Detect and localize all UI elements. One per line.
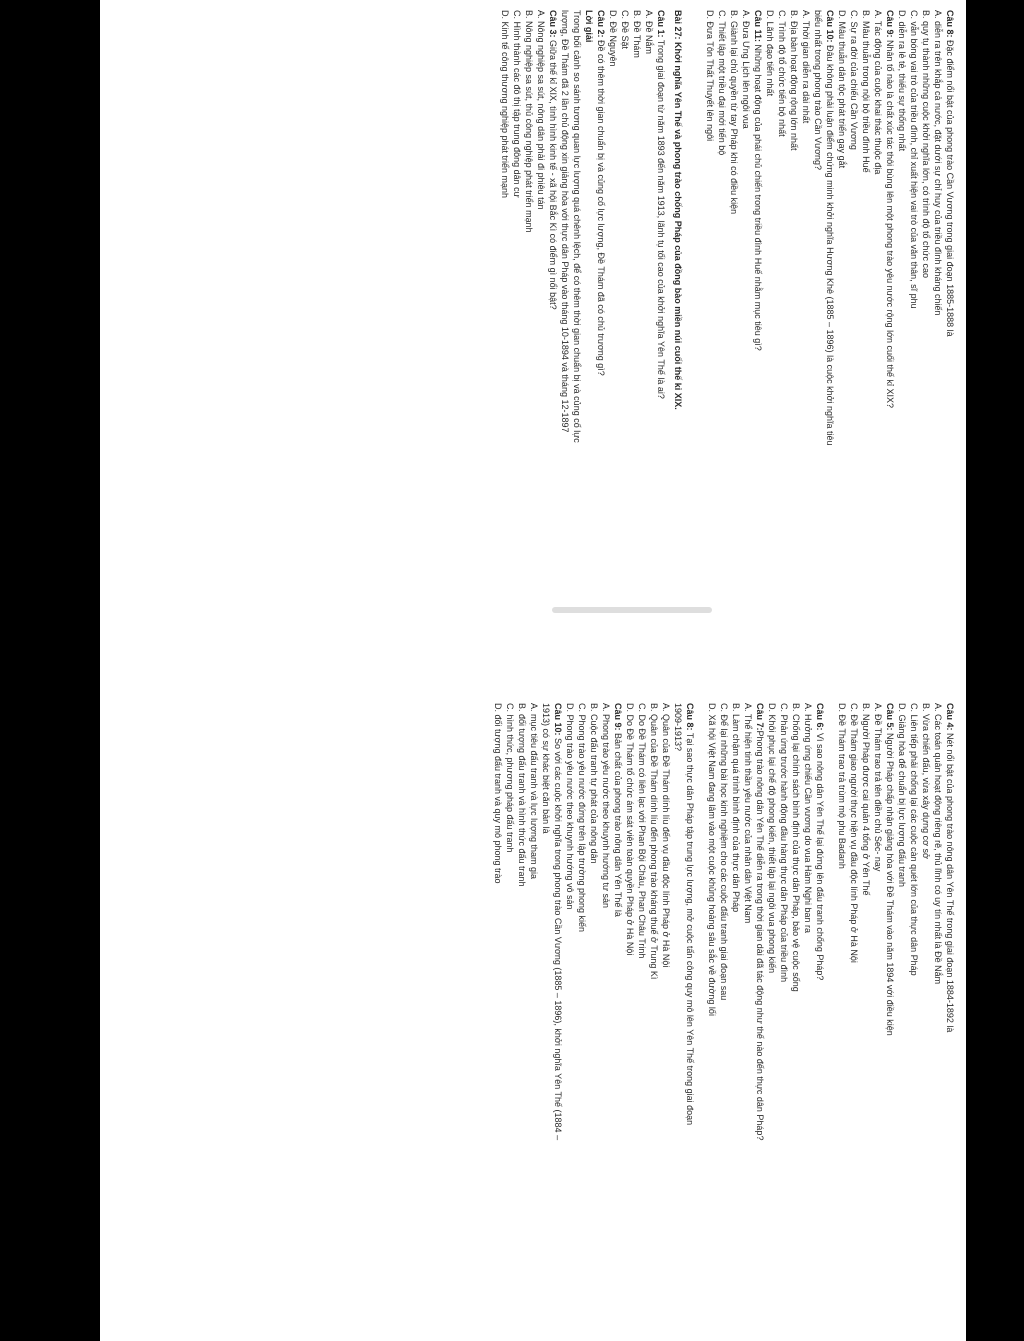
question-label: Câu 10: xyxy=(825,10,835,43)
text-line: B. Nông nghiệp sa sút, thủ công nghiệp phát triển mạnh xyxy=(524,10,534,233)
document-sheet xyxy=(100,0,966,1341)
text-line: C. Phản ứng trước hành động đầu hàng thực dân Pháp của triều đình xyxy=(779,703,789,983)
question-line xyxy=(754,703,766,1141)
text-line: B. quy tụ thành những cuộc khởi nghĩa lớn, có trình độ tổ chức cao xyxy=(921,10,931,279)
question-line xyxy=(884,10,896,409)
question-line xyxy=(752,10,764,351)
question-label: Câu 8: xyxy=(685,703,695,731)
question-label: Câu 5: xyxy=(885,703,895,731)
text-line: A. Tác động của cuộc khai thác thuộc địa xyxy=(873,10,883,175)
question-text: So với các cuộc khởi nghĩa trong phong trào Cần Vương (1885 – 1896), khởi nghĩa Yên Thế (1884 – xyxy=(553,735,563,1141)
text-line: B. Cuộc đấu tranh tự phát của nông dân xyxy=(589,703,599,864)
text-line: C. Thiết lập một triều đại mới tiến bộ xyxy=(717,10,727,156)
text-line: B. đối tượng đấu tranh và hình thức đấu tranh xyxy=(517,703,527,887)
text-line: B. Làm chậm quá trình bình định của thực dân Pháp xyxy=(731,703,741,913)
text-line: C. Đề Sặt xyxy=(620,10,630,50)
text-line: B. Vừa chiến đấu, vừa xây dựng cơ sở xyxy=(921,703,931,859)
question-label: Câu 1: xyxy=(656,10,666,38)
text-line: C. Liên tiếp phải chống lại các cuộc càn quét lớn của thực dân Pháp xyxy=(909,703,919,976)
spacer xyxy=(826,703,836,1003)
question-label: Câu 8: xyxy=(945,10,955,38)
question-text: Phong trào nông dân Yên Thế diễn ra trong thời gian dài đã tác động như thế nào đến thực dân Pháp? xyxy=(755,730,765,1141)
question-text: Người Pháp chấp nhận giảng hòa với Đề Thám vào năm 1894 với điều kiện xyxy=(885,730,895,1036)
question-text: Vì sao nông dân Yên Thế lại đứng lên đấu tranh chống Pháp? xyxy=(815,730,825,981)
question-text: Đặc điểm nổi bật của phong trào Cần Vương trong giai đoạn 1885-1888 là xyxy=(945,37,955,337)
text-line: A. Các toán quân hoạt động riêng rẽ, thủ lĩnh có uy tín nhất là Đề Nắm xyxy=(933,703,943,985)
question-line xyxy=(884,703,896,1036)
text-line: A. Hưởng ứng chiếu Cần vương do vua Hàm Nghi ban ra xyxy=(803,703,813,933)
question-line xyxy=(552,703,564,1141)
question-label: Câu 2: xyxy=(596,10,606,38)
question-label: Câu 6: xyxy=(815,703,825,731)
text-line: A. Phong trào yêu nước theo khuynh hướng tư sản xyxy=(601,703,611,909)
text-line: D. Đề Nguyên xyxy=(608,10,618,67)
text-line: B. Quân của Đề Thám dính líu đến phong trào kháng thuế ở Trung Kì xyxy=(649,703,659,980)
question-text: Những hoạt động của phái chủ chiến trong triều đình Huế nhằm mục tiêu gì? xyxy=(753,42,763,351)
question-label: Câu 9: xyxy=(885,10,895,38)
text-line: C. Đề Thám giao người thực hiện vụ đầu độc lính Pháp ở Hà Nội xyxy=(849,703,859,963)
question-line xyxy=(944,703,956,1033)
text-line: C. Sự ra đời của chiếu Cần Vương xyxy=(849,10,859,150)
text-line: D. Lãnh đạo tiến nhất xyxy=(765,10,775,97)
question-text: Trong giai đoạn từ năm 1893 đến năm 1913, lãnh tụ tối cao của khởi nghĩa Yên Thế là ai? xyxy=(656,37,666,399)
text-line: B. Chống lại chính sách bình định của thực dân Pháp, bảo vệ cuộc sống xyxy=(791,703,801,992)
text-line: 1913) có sự khác biệt căn bản là xyxy=(541,703,551,834)
question-text: Bản chất của phong trào nông dân Yên Thế là xyxy=(613,730,623,917)
question-line xyxy=(684,703,696,1126)
text-line: C. Để lại những bài học kinh nghiệm cho các cuộc đấu tranh giai đoạn sau xyxy=(719,703,729,1001)
text-line: C. Hình thành các đô thị tập trung đông dân cư xyxy=(512,10,522,198)
text-line: B. Giành lại chủ quyền từ tay Pháp khi có điều kiện xyxy=(729,10,739,215)
question-line xyxy=(824,10,836,446)
text-line: A. Quân của Đề Thám dính líu đến vụ đầu độc lính Pháp ở Hà Nội xyxy=(661,703,671,968)
text-line: C. hình thức, phương pháp đấu tranh xyxy=(505,703,515,853)
text-line: D. Giảng hòa để chuẩn bị lực lượng đấu tranh xyxy=(897,703,907,888)
question-label: Câu 7: xyxy=(755,703,765,731)
text-line: A. Thời gian diễn ra dài nhất xyxy=(801,10,811,124)
text-line: B. Đề Thám xyxy=(632,10,642,58)
text-line: C. Do Đề Thám có liên lạc với Phan Bội Châu, Phan Châu Trinh xyxy=(637,703,647,959)
text-line: D. Kinh tế công thương nghiệp phát triển mạnh xyxy=(500,10,510,199)
question-label: Câu 10: xyxy=(553,703,563,736)
text-line: B. Địa bàn hoạt động rộng lớn nhất xyxy=(789,10,799,151)
text-line: D. Mâu thuẫn dân tộc phát triển gay gắt xyxy=(837,10,847,169)
page-divider-scrollbar[interactable] xyxy=(552,607,712,613)
question-line xyxy=(814,703,826,1003)
text-line: D. Xã hội Việt Nam đang lâm vào một cuộc khủng hoảng sâu sắc về đường lối xyxy=(707,703,717,1016)
text-line: D. diễn ra lẻ tẻ, thiếu sự thống nhất xyxy=(897,10,907,152)
text-line: C. Phong trào yêu nước đứng trên lập trường phong kiến xyxy=(577,703,587,933)
text-line: A. Đề Thám trao trả tên điền chủ Séc- nay xyxy=(873,703,883,872)
question-label: Câu 9: xyxy=(613,703,623,731)
question-label: Câu 4: xyxy=(945,703,955,731)
text-line: D. Khôi phục lại chế độ phong kiến, thiết lập lại ngôi vua phong kiến xyxy=(767,703,777,974)
question-line xyxy=(612,703,624,1003)
text-line: A. Đề Nắm xyxy=(644,10,654,55)
question-line xyxy=(547,10,559,310)
document-page-1 xyxy=(100,0,966,670)
text-line: Trong bối cảnh so sánh tương quan lực lượng quá chênh lệch, để có thêm thời gian chuẩn bị và củng cố lực xyxy=(572,10,582,443)
text-line: A. Đưa Ưng Lịch lên ngôi vua xyxy=(741,10,751,129)
text-line: D. Do Đề Thám tổ chức ám sát viên toàn quyền Pháp ở Hà Nội xyxy=(625,703,635,956)
text-line: B. Mâu thuẫn trong nội bộ triều đình Huế xyxy=(861,10,871,173)
text-line: A. diễn ra trên khắp cả nước, đặt dưới sự chỉ huy của triều đình kháng chiến xyxy=(933,10,943,316)
spacer xyxy=(684,10,694,310)
text-line: biểu nhất trong phong trào Cần Vương? xyxy=(813,10,823,171)
question-line xyxy=(595,10,607,376)
text-line: A. Nông nghiệp sa sút, nông dân phải đi phiêu tán xyxy=(536,10,546,210)
text-line: 1909-1913? xyxy=(673,703,683,752)
text-line: D. Đề Thám trao trả trùm mộ phu Badanh xyxy=(837,703,847,869)
text-line: D. Phong trào yêu nước theo khuynh hướng vô sản xyxy=(565,703,575,910)
question-text: Tại sao thực dân Pháp tập trung lực lượng, mở cuộc tấn công quy mô lên Yên Thế trong giai đoạn xyxy=(685,730,695,1126)
right-column xyxy=(492,703,956,1141)
question-label: Câu 11: xyxy=(753,10,763,43)
question-text: Đề có thêm thời gian chuẩn bị và củng cố lực lượng, Đề Thám đã có chủ trương gì? xyxy=(596,37,606,376)
question-label: Câu 3: xyxy=(548,10,558,38)
text-line: lượng, Đề Thám đã 2 lần chủ động xin giảng hòa với thực dân Pháp vào tháng 10-1894 và tháng 12-1897 xyxy=(560,10,570,433)
text-line: A. mục tiêu đấu tranh và lực lượng tham gia xyxy=(529,703,539,880)
left-column xyxy=(499,10,956,446)
question-text: Nhân tố nào là chất xúc tác thôi bùng lên một phong trào yêu nước rộng lớn cuối thế kỉ XIX? xyxy=(885,37,895,409)
text-line: B. Người Pháp được cai quản 4 tổng ở Yên Thế xyxy=(861,703,871,896)
spacer xyxy=(694,10,704,310)
text-line: C. vẫn bóng vai trò của triều đình, chỉ xuất hiện vai trò của văn thân, sĩ phu xyxy=(909,10,919,309)
question-text: Đâu không phải luận điểm chứng minh khởi nghĩa Hương Khê (1885 – 1896) là cuộc khởi nghĩa tiêu xyxy=(825,42,835,446)
question-text: Nét nổi bật của phong trào nông dân Yên Thế trong giai đoạn 1884-1892 là xyxy=(945,730,955,1033)
text-line: D. đối tượng đấu tranh và quy mô phong trào xyxy=(493,703,503,884)
document-page-2 xyxy=(100,695,966,1341)
text-line: C. Trình độ tổ chức tiến bộ nhất xyxy=(777,10,787,137)
text-line: D. Đưa Tôn Thất Thuyết lên ngôi xyxy=(705,10,715,142)
answer-heading: Lời giải xyxy=(584,10,594,43)
spacer xyxy=(696,703,706,1003)
section-title: Bài 27: Khởi nghĩa Yên Thế và phong trào chống Pháp của đồng bào miền núi cuối thế kỉ XIX. xyxy=(673,10,683,410)
text-line: A. Thể hiện tinh thần yêu nước của nhân dân Việt Nam xyxy=(743,703,753,924)
question-line xyxy=(655,10,667,399)
question-line xyxy=(944,10,956,337)
question-text: Giữa thế kỉ XIX, tình hình kinh tế - xã hội Bắc Kì có điểm gì nổi bật? xyxy=(548,37,558,310)
